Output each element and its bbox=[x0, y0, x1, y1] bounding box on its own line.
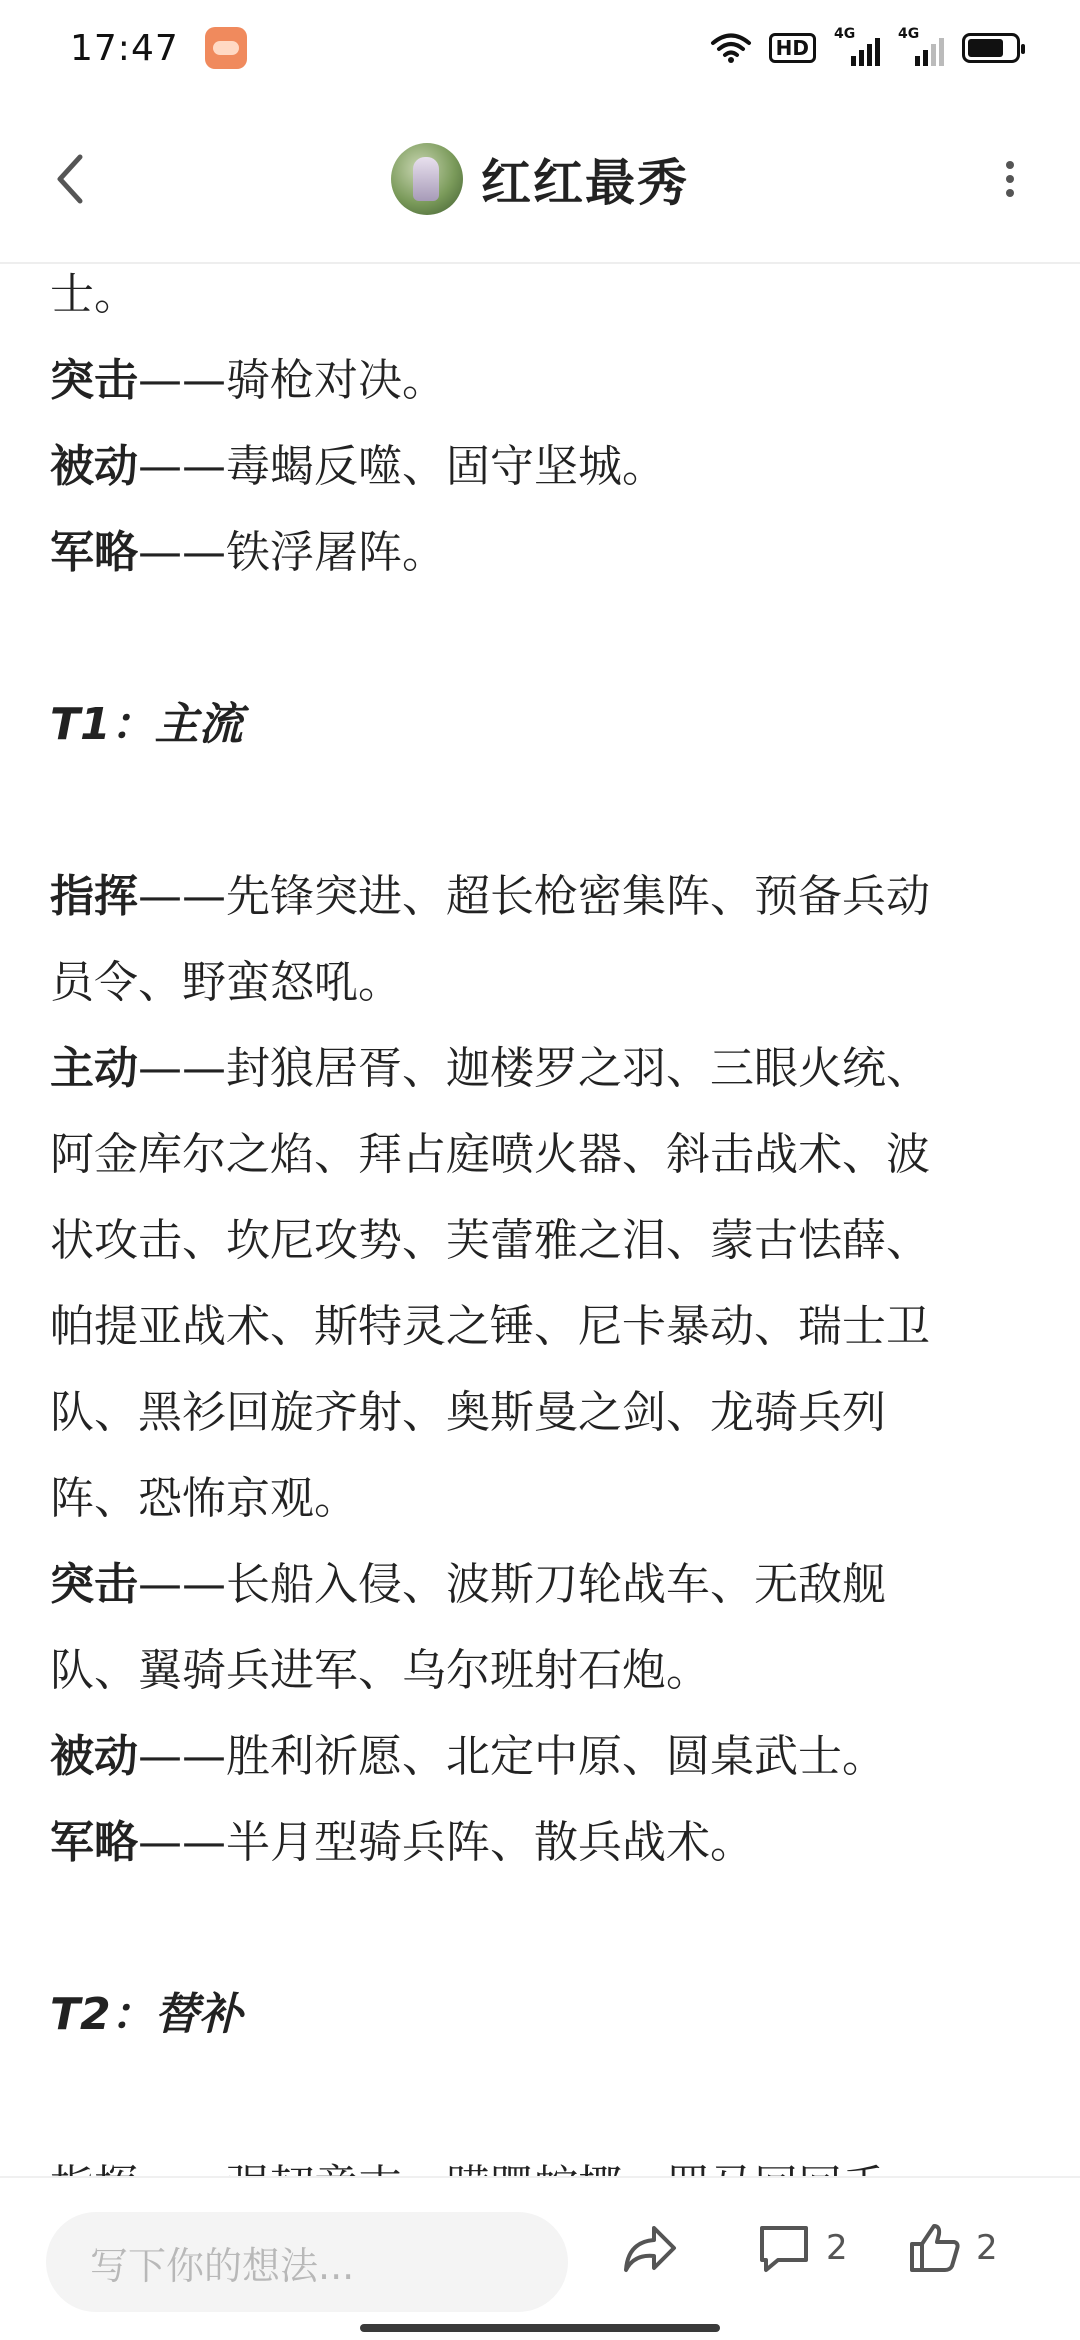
line-label: 被动 bbox=[50, 441, 138, 492]
line-label: 军略 bbox=[50, 527, 138, 578]
text-line bbox=[50, 252, 1030, 338]
text-line bbox=[50, 424, 1030, 510]
post-header bbox=[0, 96, 1080, 264]
hd-icon: HD bbox=[769, 33, 816, 63]
text-line bbox=[50, 854, 1030, 940]
line-text: 帕提亚战术、斯特灵之锤、尼卡暴动、瑞士卫 bbox=[50, 1301, 930, 1352]
text-line bbox=[50, 1198, 1030, 1284]
wifi-icon bbox=[711, 32, 751, 64]
line-label: 突击 bbox=[50, 355, 138, 406]
line-text: 士。 bbox=[50, 269, 138, 320]
share-button[interactable] bbox=[620, 2220, 680, 2276]
spacer bbox=[50, 596, 1030, 682]
section-heading-t2: T2：替补 bbox=[50, 1989, 243, 2040]
status-time: 17:47 bbox=[70, 27, 179, 69]
line-text: ——铁浮屠阵。 bbox=[138, 527, 446, 578]
text-line bbox=[50, 1112, 1030, 1198]
text-line bbox=[50, 1542, 1030, 1628]
line-text: 队、翼骑兵进军、乌尔班射石炮。 bbox=[50, 1645, 710, 1696]
avatar[interactable] bbox=[391, 143, 463, 215]
text-line bbox=[50, 1456, 1030, 1542]
text-line bbox=[50, 1284, 1030, 1370]
comment-bubble-icon bbox=[756, 2220, 812, 2276]
spacer bbox=[50, 1886, 1030, 1972]
post-content bbox=[0, 266, 1080, 2176]
bottom-action-bar bbox=[0, 2176, 1080, 2340]
line-label: 主动 bbox=[50, 1043, 138, 1094]
back-button[interactable] bbox=[40, 149, 100, 209]
line-text: ——长船入侵、波斯刀轮战车、无敌舰 bbox=[138, 1559, 886, 1610]
app-notification-icon bbox=[205, 27, 247, 69]
status-bar bbox=[0, 0, 1080, 96]
like-button[interactable] bbox=[906, 2220, 998, 2276]
text-line bbox=[50, 1714, 1030, 1800]
author-name[interactable]: 红红最秀 bbox=[481, 154, 689, 212]
line-text: 状攻击、坎尼攻势、芙蕾雅之泪、蒙古怯薛、 bbox=[50, 1215, 930, 1266]
line-label: 突击 bbox=[50, 1559, 138, 1610]
line-text: ——封狼居胥、迦楼罗之羽、三眼火统、 bbox=[138, 1043, 930, 1094]
line-text: 阵、恐怖京观。 bbox=[50, 1473, 358, 1524]
more-button[interactable] bbox=[980, 149, 1040, 209]
thumbs-up-icon bbox=[906, 2220, 962, 2276]
line-label: 军略 bbox=[50, 1817, 138, 1868]
line-label: 被动 bbox=[50, 1731, 138, 1782]
more-dots-icon bbox=[1004, 159, 1016, 199]
share-arrow-icon bbox=[620, 2220, 680, 2276]
signal-label-secondary: 4G bbox=[898, 26, 920, 42]
text-line bbox=[50, 1628, 1030, 1714]
text-line bbox=[50, 338, 1030, 424]
line-text: ——先锋突进、超长枪密集阵、预备兵动 bbox=[138, 871, 930, 922]
like-count: 2 bbox=[976, 2228, 998, 2268]
spacer bbox=[50, 2058, 1030, 2144]
section-heading-t1: T1：主流 bbox=[50, 699, 243, 750]
text-line bbox=[50, 940, 1030, 1026]
line-text: ——半月型骑兵阵、散兵战术。 bbox=[138, 1817, 754, 1868]
line-text: ——骑枪对决。 bbox=[138, 355, 446, 406]
line-text: 队、黑衫回旋齐射、奥斯曼之剑、龙骑兵列 bbox=[50, 1387, 886, 1438]
line-label: 指挥 bbox=[50, 871, 138, 922]
line-text: 阿金库尔之焰、拜占庭喷火器、斜击战术、波 bbox=[50, 1129, 930, 1180]
text-line bbox=[50, 510, 1030, 596]
line-text: ——胜利祈愿、北定中原、圆桌武士。 bbox=[138, 1731, 886, 1782]
author-info[interactable] bbox=[391, 143, 689, 215]
line-text: ——毒蝎反噬、固守坚城。 bbox=[138, 441, 666, 492]
status-icons bbox=[711, 28, 1020, 68]
battery-level bbox=[968, 39, 1003, 57]
text-line bbox=[50, 1026, 1030, 1112]
spacer bbox=[50, 768, 1030, 854]
battery-icon bbox=[962, 33, 1020, 63]
line-text: 员令、野蛮怒吼。 bbox=[50, 957, 402, 1008]
home-indicator[interactable] bbox=[360, 2324, 720, 2332]
comment-count: 2 bbox=[826, 2228, 848, 2268]
text-line bbox=[50, 1800, 1030, 1886]
comment-input[interactable]: 写下你的想法... bbox=[46, 2212, 568, 2312]
comment-button[interactable] bbox=[756, 2220, 848, 2276]
post-body bbox=[50, 252, 1030, 2230]
back-arrow-icon bbox=[50, 149, 90, 209]
text-line bbox=[50, 1370, 1030, 1456]
signal-4g-secondary-icon bbox=[898, 28, 944, 68]
signal-label: 4G bbox=[834, 26, 856, 42]
signal-4g-icon bbox=[834, 28, 880, 68]
